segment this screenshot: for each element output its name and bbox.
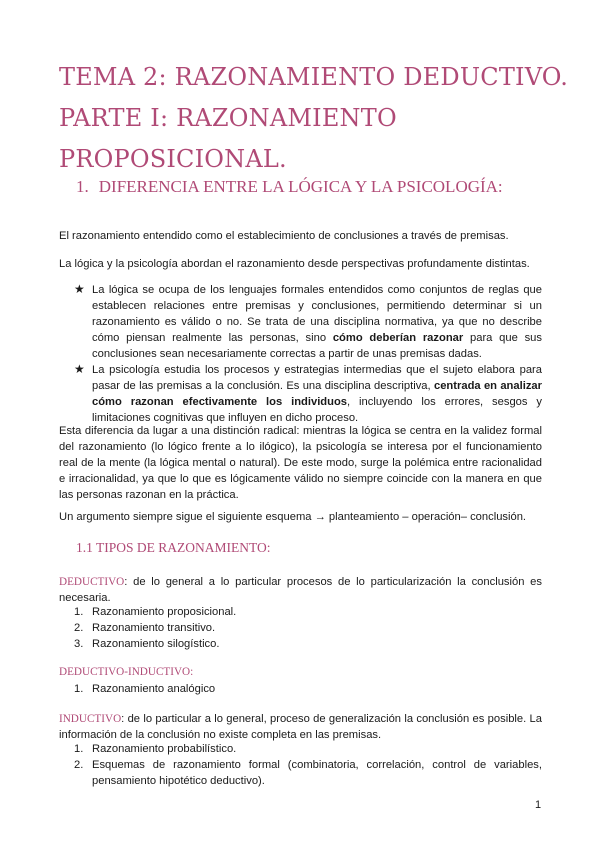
list-item: 3. Razonamiento silogístico. xyxy=(74,638,220,650)
section-1-number: 1. xyxy=(76,177,89,196)
star-icon: ★ xyxy=(74,282,85,296)
paragraph-perspectives: La lógica y la psicología abordan el razonamiento desde perspectivas profundamente distintas. xyxy=(59,258,530,270)
list-item: 1. Razonamiento probabilístico. xyxy=(74,743,237,755)
section-1-heading-text: DIFERENCIA ENTRE LA LÓGICA Y LA PSICOLOGÍA: xyxy=(98,177,503,196)
page-number: 1 xyxy=(535,799,542,811)
emphasis-text: cómo deberían razonar xyxy=(332,332,464,344)
emphasis-text: centrada en analizar cómo razonan efectivamente los individuos xyxy=(92,380,542,408)
title-line-3: PROPOSICIONAL. xyxy=(59,145,287,173)
list-item: 1. Razonamiento analógico xyxy=(74,683,216,695)
deductivo-inductivo-heading: DEDUCTIVO-INDUCTIVO: xyxy=(59,666,194,678)
section-1-1-heading: 1.1 TIPOS DE RAZONAMIENTO: xyxy=(76,540,271,555)
list-item: 2. Razonamiento transitivo. xyxy=(74,622,216,634)
deductivo-inductivo-list xyxy=(74,681,542,697)
inductivo-definition: INDUCTIVO: de lo particular a lo general, proceso de generalización la conclusión es posible. La información de la conclusión no existe completa en las premisas. xyxy=(59,713,542,741)
inductivo-list xyxy=(74,741,542,789)
list-item: 1. Razonamiento proposicional. xyxy=(74,606,237,618)
section-1-heading xyxy=(76,177,503,197)
paragraph-definition: El razonamiento entendido como el establecimiento de conclusiones a través de premisas. xyxy=(59,230,509,242)
deductivo-list xyxy=(74,604,542,652)
title-line-1: TEMA 2: RAZONAMIENTO DEDUCTIVO. xyxy=(59,63,569,91)
comparison-bullet-list xyxy=(74,282,542,426)
paragraph-distinction: Esta diferencia da lugar a una distinción radical: mientras la lógica se centra en la validez formal del razonamiento (lo lógico frente a lo ilógico), la psicología se interesa por el funcionamiento real de la mente (la lógica mental o natural). De este modo, surge la polémica entre racionalidad e irracionalidad, ya que lo que es lógicamente válido no siempre coincide con la manera en que las personas razonan en la práctica. xyxy=(59,425,542,501)
deductivo-label: DEDUCTIVO xyxy=(59,576,125,588)
title-line-2: PARTE I: RAZONAMIENTO xyxy=(59,104,397,132)
document-title xyxy=(59,57,569,180)
bullet-logic: ★ La lógica se ocupa de los lenguajes formales entendidos como conjuntos de reglas que establecen relaciones entre premisas y conclusiones, permitiendo determinar si un razonamiento es válido o no. Se trata de una disciplina normativa, ya que no describe cómo piensan realmente las personas, sino cómo deberían razonar para que sus conclusiones sean necesariamente correctas a partir de unas premisas dadas. xyxy=(74,282,542,360)
star-icon: ★ xyxy=(74,362,85,376)
list-item: 2. Esquemas de razonamiento formal (combinatoria, correlación, control de variables, pensamiento hipotético deductivo). xyxy=(74,759,542,787)
inductivo-label: INDUCTIVO xyxy=(59,713,122,725)
paragraph-argument-scheme: Un argumento siempre sigue el siguiente esquema → planteamiento – operación– conclusión. xyxy=(59,511,527,523)
deductivo-definition: DEDUCTIVO: de lo general a lo particular procesos de lo particularización la conclusión es necesaria. xyxy=(59,576,542,604)
bullet-psychology: ★ La psicología estudia los procesos y estrategias intermedias que el sujeto elabora para pasar de las premisas a la conclusión. Es una disciplina descriptiva, centrada en analizar cómo razonan efectivamente los individuos, incluyendo los errores, sesgos y limitaciones cognitivas que influyen en dicho proceso. xyxy=(74,362,542,424)
